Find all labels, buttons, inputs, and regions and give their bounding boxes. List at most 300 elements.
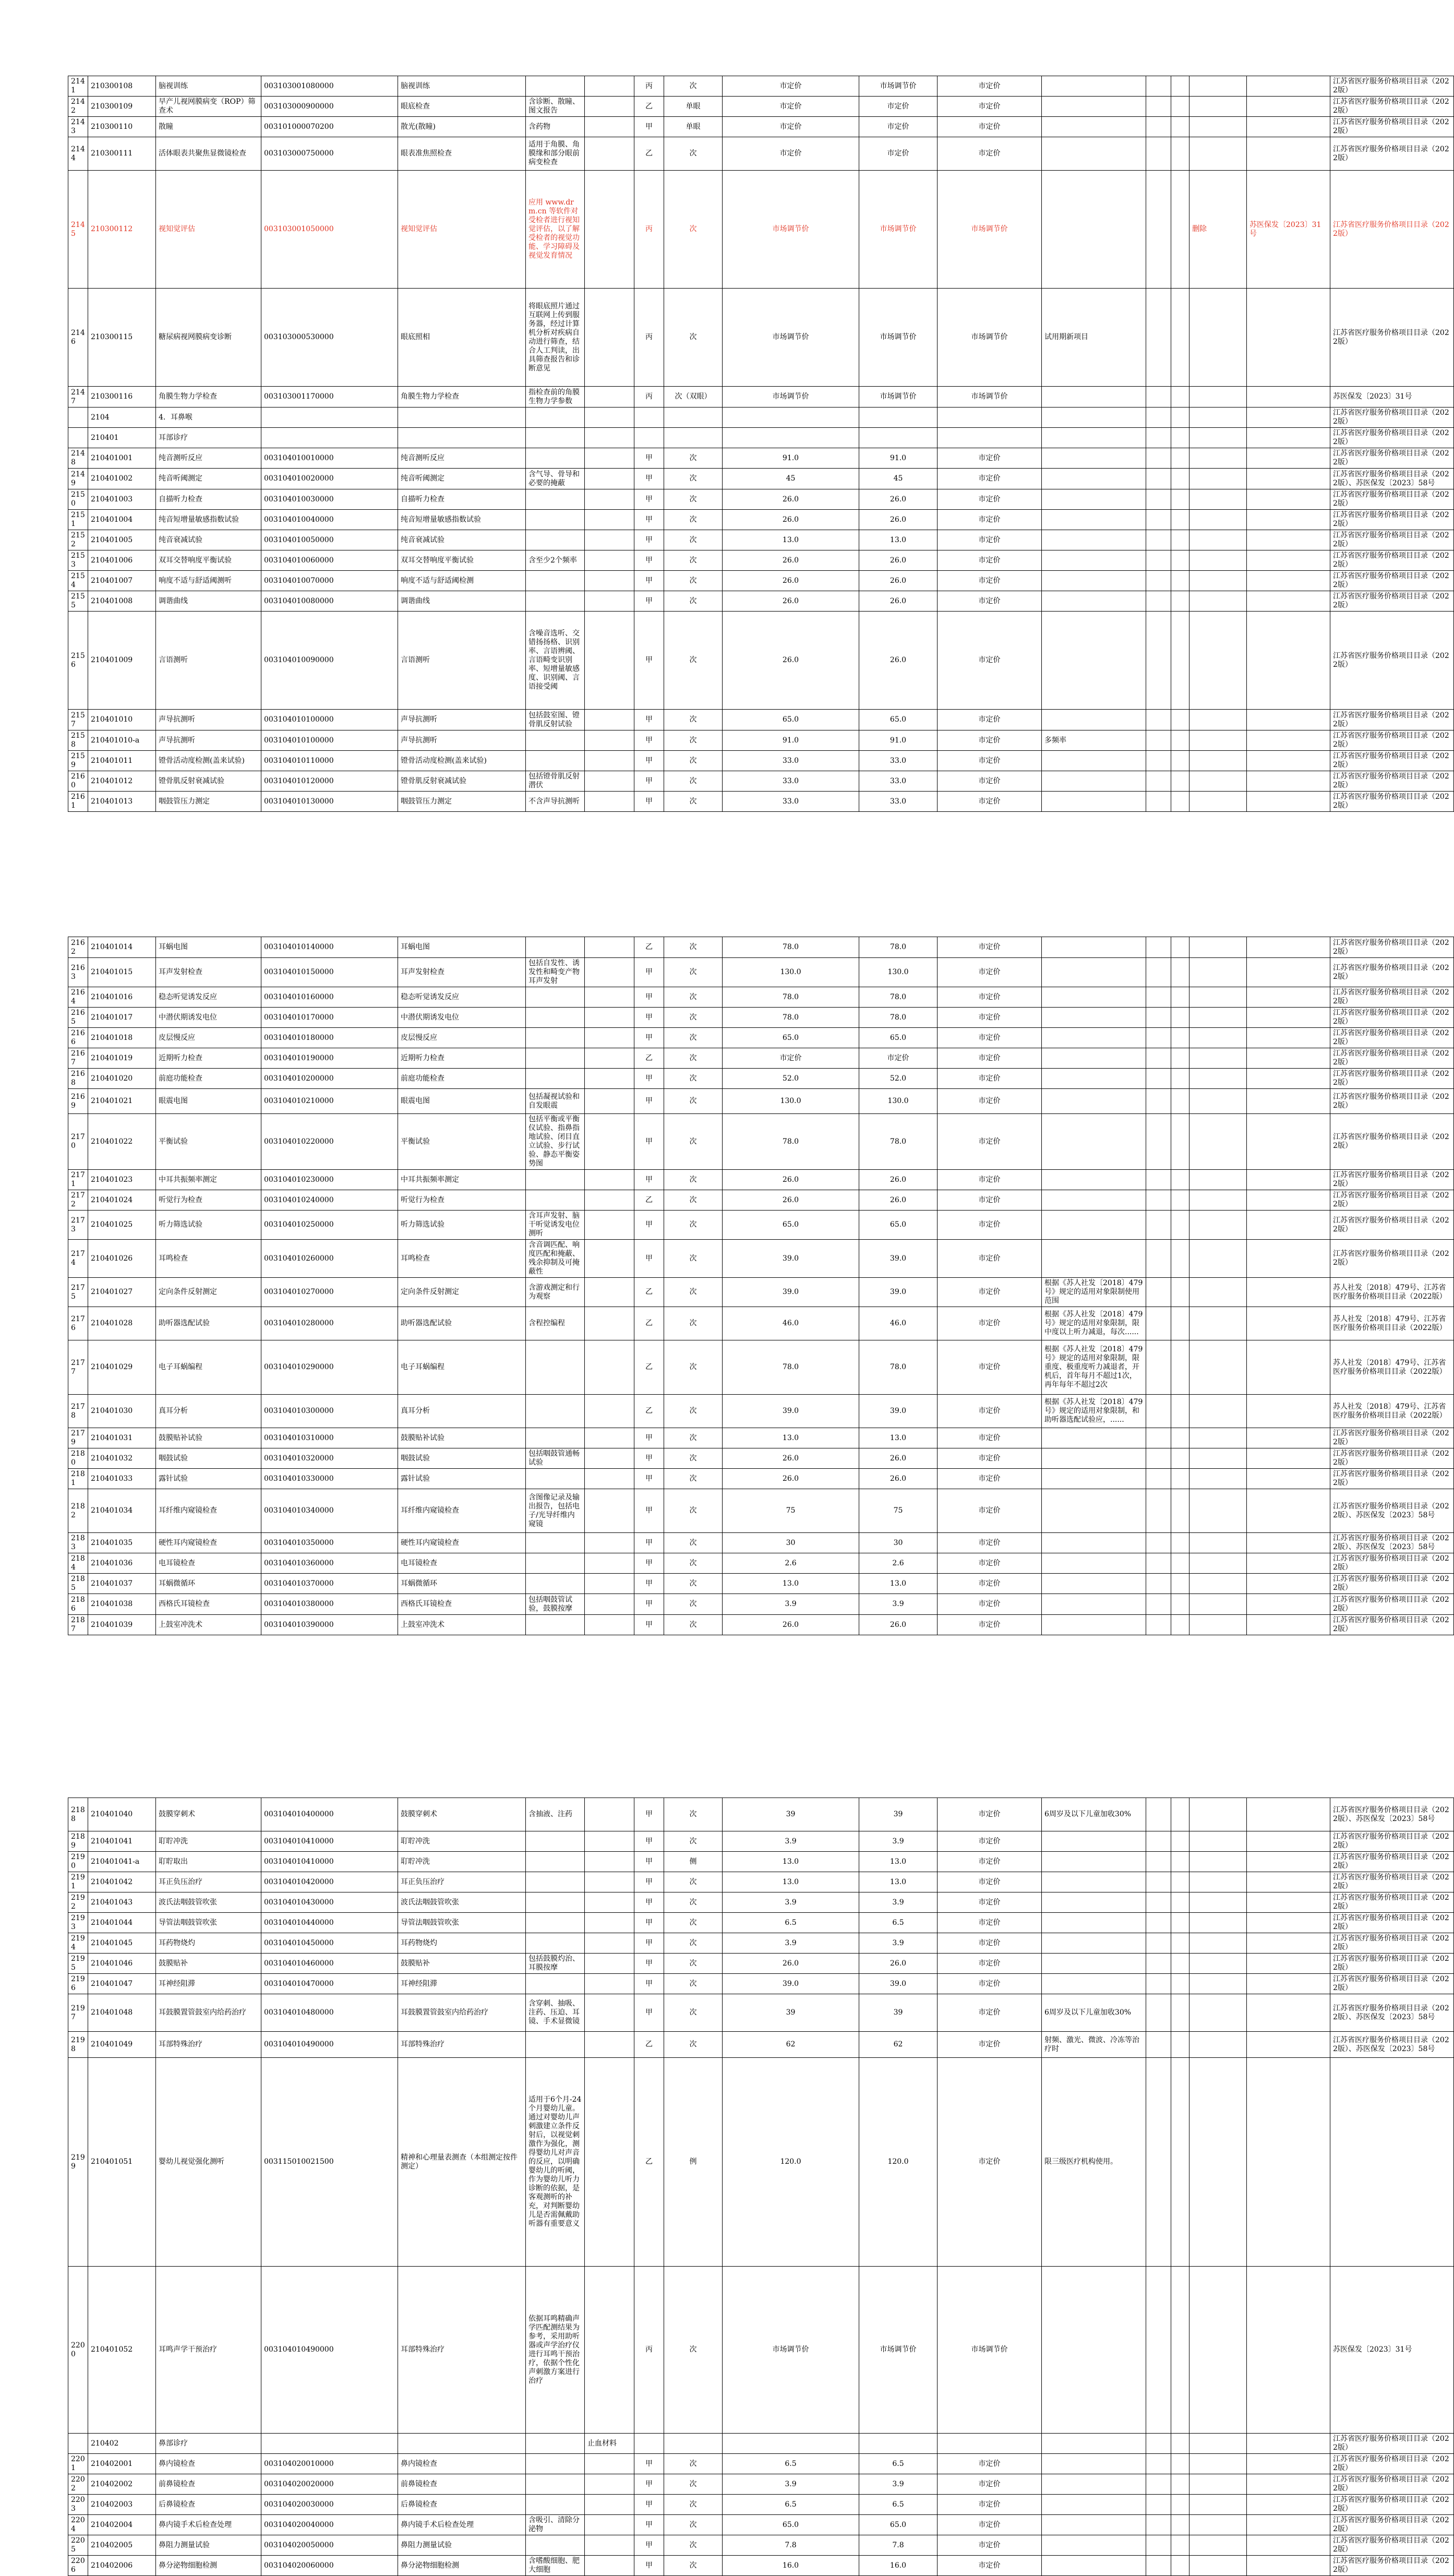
cell-col-b — [1171, 1028, 1189, 1048]
cell-unit: 次 — [664, 2556, 723, 2576]
cell-source: 江苏省医疗服务价格项目目录（2022版） — [1330, 1069, 1454, 1089]
cell-remark — [1042, 1872, 1146, 1892]
cell-col-b — [1171, 2434, 1189, 2454]
cell-col-d — [1247, 1533, 1330, 1553]
cell-insurance-category: 甲 — [634, 1114, 664, 1170]
cell-col-d — [1247, 1913, 1330, 1933]
cell-excluded-content — [585, 1069, 634, 1089]
cell-item-name: 活体眼表共聚焦显微镜检查 — [156, 137, 261, 171]
cell-unit: 次 — [664, 289, 723, 387]
cell-col-c — [1189, 1028, 1247, 1048]
cell-col-d — [1247, 1278, 1330, 1307]
cell-col-b — [1171, 1594, 1189, 1615]
cell-row-number: 2176 — [68, 1307, 88, 1340]
cell-item-code: 210402002 — [88, 2474, 156, 2495]
cell-col-a — [1146, 1798, 1171, 1831]
cell-price-tier-2: 3.9 — [859, 2474, 938, 2495]
cell-col-b — [1171, 710, 1189, 730]
cell-insurance-category: 甲 — [634, 771, 664, 792]
cell-item-content — [526, 1469, 585, 1489]
cell-col-c — [1189, 987, 1247, 1008]
cell-col-a — [1146, 1469, 1171, 1489]
cell-col-c — [1189, 1240, 1247, 1278]
cell-col-c — [1189, 1008, 1247, 1028]
cell-source — [1330, 2058, 1454, 2267]
cell-remark — [1042, 1428, 1146, 1448]
table-row — [68, 530, 1454, 550]
cell-price-tier-1: 6.5 — [723, 2495, 859, 2515]
cell-col-d — [1247, 937, 1330, 958]
cell-col-d — [1247, 289, 1330, 387]
cell-excluded-content — [585, 97, 634, 117]
table-row — [68, 1574, 1454, 1594]
cell-unit: 次 — [664, 530, 723, 550]
cell-col-b — [1171, 1190, 1189, 1211]
table-row — [68, 571, 1454, 591]
table-row — [68, 1069, 1454, 1089]
cell-national-code: 003104010150000 — [261, 958, 398, 987]
cell-excluded-content — [585, 2515, 634, 2535]
cell-price-tier-2: 26.0 — [859, 1615, 938, 1635]
cell-item-name: 后鼻镜检查 — [156, 2495, 261, 2515]
table-row — [68, 1615, 1454, 1635]
cell-national-name: 鼻分泌物细胞检测 — [398, 2556, 526, 2576]
cell-national-name: 耳鸣检查 — [398, 1240, 526, 1278]
cell-unit: 次 — [664, 1798, 723, 1831]
cell-item-code: 210401028 — [88, 1307, 156, 1340]
price-table — [68, 937, 1454, 1635]
cell-national-code: 003104010060000 — [261, 550, 398, 571]
cell-price-tier-3: 市定价 — [938, 571, 1042, 591]
cell-price-tier-1: 市场调节价 — [723, 171, 859, 289]
cell-remark — [1042, 1089, 1146, 1114]
cell-price-tier-3: 市定价 — [938, 1831, 1042, 1852]
cell-source: 江苏省医疗服务价格项目目录（2022版） — [1330, 1615, 1454, 1635]
cell-source: 江苏省医疗服务价格项目目录（2022版） — [1330, 76, 1454, 97]
cell-national-code: 003104010130000 — [261, 792, 398, 812]
cell-item-content — [526, 76, 585, 97]
table-row — [68, 448, 1454, 469]
table-row — [68, 510, 1454, 530]
cell-col-d — [1247, 137, 1330, 171]
cell-insurance-category: 乙 — [634, 1190, 664, 1211]
cell-price-tier-3: 市定价 — [938, 730, 1042, 751]
cell-col-c — [1189, 1211, 1247, 1240]
cell-price-tier-2: 3.9 — [859, 1892, 938, 1913]
table-row — [68, 1913, 1454, 1933]
cell-row-number: 2200 — [68, 2267, 88, 2434]
cell-col-b — [1171, 289, 1189, 387]
cell-item-content — [526, 1008, 585, 1028]
cell-col-c — [1189, 1553, 1247, 1574]
cell-insurance-category: 甲 — [634, 1489, 664, 1533]
cell-col-a — [1146, 2474, 1171, 2495]
cell-item-code: 210401021 — [88, 1089, 156, 1114]
cell-price-tier-1: 39.0 — [723, 1395, 859, 1428]
cell-col-d — [1247, 751, 1330, 771]
cell-item-code: 210401034 — [88, 1489, 156, 1533]
cell-item-code: 210402006 — [88, 2556, 156, 2576]
cell-col-b — [1171, 448, 1189, 469]
cell-price-tier-3: 市定价 — [938, 1089, 1042, 1114]
cell-national-code: 003104010390000 — [261, 1615, 398, 1635]
cell-source: 江苏省医疗服务价格项目目录（2022版） — [1330, 1089, 1454, 1114]
cell-price-tier-2: 78.0 — [859, 937, 938, 958]
cell-item-code: 2104 — [88, 408, 156, 428]
cell-price-tier-1: 市定价 — [723, 97, 859, 117]
cell-remark — [1042, 2267, 1146, 2434]
cell-col-b — [1171, 937, 1189, 958]
cell-price-tier-2: 13.0 — [859, 1428, 938, 1448]
cell-excluded-content — [585, 1533, 634, 1553]
cell-source: 江苏省医疗服务价格项目目录（2022版） — [1330, 937, 1454, 958]
cell-remark — [1042, 1114, 1146, 1170]
cell-col-c — [1189, 117, 1247, 137]
cell-excluded-content — [585, 1553, 634, 1574]
cell-item-code: 210401008 — [88, 591, 156, 612]
cell-item-name: 纯音听阈测定 — [156, 469, 261, 489]
cell-item-name: 上鼓室冲洗术 — [156, 1615, 261, 1635]
cell-item-content: 含药物 — [526, 117, 585, 137]
cell-row-number: 2171 — [68, 1170, 88, 1190]
cell-col-a — [1146, 730, 1171, 751]
cell-national-name: 精神和心理量表测查（本组测定按件测定） — [398, 2058, 526, 2267]
cell-item-name: 鼻阻力测量试验 — [156, 2535, 261, 2556]
cell-col-b — [1171, 1974, 1189, 1994]
cell-item-content: 包括鼓室图、镫骨肌反射试验 — [526, 710, 585, 730]
cell-unit: 次 — [664, 2267, 723, 2434]
table-row — [68, 171, 1454, 289]
cell-row-number: 2149 — [68, 469, 88, 489]
cell-item-name: 皮层慢反应 — [156, 1028, 261, 1048]
cell-source: 江苏省医疗服务价格项目目录（2022版） — [1330, 448, 1454, 469]
cell-col-d — [1247, 1872, 1330, 1892]
cell-item-code: 210300116 — [88, 387, 156, 408]
cell-item-code: 210401022 — [88, 1114, 156, 1170]
cell-col-b — [1171, 612, 1189, 710]
cell-row-number: 2162 — [68, 937, 88, 958]
cell-row-number: 2168 — [68, 1069, 88, 1089]
cell-col-b — [1171, 171, 1189, 289]
cell-price-tier-2: 26.0 — [859, 591, 938, 612]
cell-price-tier-3: 市定价 — [938, 1278, 1042, 1307]
cell-price-tier-3: 市定价 — [938, 1395, 1042, 1428]
cell-national-name: 响度不适与舒适阈检测 — [398, 571, 526, 591]
cell-item-name: 耳蜗微循环 — [156, 1574, 261, 1594]
cell-row-number: 2185 — [68, 1574, 88, 1594]
cell-col-b — [1171, 530, 1189, 550]
cell-item-name: 鼓膜穿刺术 — [156, 1798, 261, 1831]
cell-national-code: 003104010090000 — [261, 612, 398, 710]
cell-national-code: 003103001050000 — [261, 171, 398, 289]
cell-item-code: 210401037 — [88, 1574, 156, 1594]
cell-col-c — [1189, 1489, 1247, 1533]
cell-price-tier-3: 市定价 — [938, 117, 1042, 137]
cell-col-b — [1171, 489, 1189, 510]
cell-col-b — [1171, 1240, 1189, 1278]
cell-col-b — [1171, 987, 1189, 1008]
cell-item-content — [526, 2495, 585, 2515]
cell-col-c — [1189, 2474, 1247, 2495]
cell-col-b — [1171, 1533, 1189, 1553]
cell-national-code: 003104010100000 — [261, 730, 398, 751]
cell-source: 江苏省医疗服务价格项目目录（2022版） — [1330, 1852, 1454, 1872]
cell-item-code: 210401033 — [88, 1469, 156, 1489]
cell-source: 江苏省医疗服务价格项目目录（2022版） — [1330, 1448, 1454, 1469]
cell-item-name: 镫骨活动度检测(盖来试验) — [156, 751, 261, 771]
cell-item-code: 210401039 — [88, 1615, 156, 1635]
cell-price-tier-1: 26.0 — [723, 1448, 859, 1469]
cell-item-content — [526, 1913, 585, 1933]
cell-price-tier-3: 市定价 — [938, 530, 1042, 550]
cell-national-code: 003104010480000 — [261, 1994, 398, 2032]
cell-unit: 次 — [664, 1892, 723, 1913]
cell-col-b — [1171, 730, 1189, 751]
cell-row-number: 2182 — [68, 1489, 88, 1533]
cell-item-name: 露针试验 — [156, 1469, 261, 1489]
cell-national-name: 助听器选配试验 — [398, 1307, 526, 1340]
cell-col-b — [1171, 1831, 1189, 1852]
cell-item-content: 含耳声发射、脑干听觉诱发电位测听 — [526, 1211, 585, 1240]
cell-item-code: 210401044 — [88, 1913, 156, 1933]
cell-price-tier-1 — [723, 2434, 859, 2454]
cell-excluded-content — [585, 1913, 634, 1933]
cell-col-d — [1247, 1553, 1330, 1574]
cell-unit: 次 — [664, 469, 723, 489]
cell-national-code: 003104010050000 — [261, 530, 398, 550]
cell-remark — [1042, 1553, 1146, 1574]
cell-col-d — [1247, 1008, 1330, 1028]
cell-item-content: 指检查前的角膜生物力学参数 — [526, 387, 585, 408]
table-row — [68, 1211, 1454, 1240]
cell-excluded-content — [585, 2535, 634, 2556]
cell-national-name: 耳鼓膜置管鼓室内给药治疗 — [398, 1994, 526, 2032]
cell-national-code: 003104010230000 — [261, 1170, 398, 1190]
cell-unit — [664, 408, 723, 428]
cell-item-code: 210300108 — [88, 76, 156, 97]
cell-unit: 次 — [664, 1913, 723, 1933]
cell-national-name: 鼻内镜检查 — [398, 2454, 526, 2474]
cell-row-number: 2165 — [68, 1008, 88, 1028]
cell-price-tier-3: 市定价 — [938, 1994, 1042, 2032]
cell-col-a — [1146, 2058, 1171, 2267]
cell-insurance-category: 甲 — [634, 2454, 664, 2474]
cell-col-b — [1171, 958, 1189, 987]
cell-row-number: 2151 — [68, 510, 88, 530]
cell-item-content — [526, 1974, 585, 1994]
cell-source: 江苏省医疗服务价格项目目录（2022版） — [1330, 771, 1454, 792]
cell-source: 江苏省医疗服务价格项目目录（2022版） — [1330, 289, 1454, 387]
cell-excluded-content — [585, 1395, 634, 1428]
cell-price-tier-1: 39 — [723, 1994, 859, 2032]
cell-col-a — [1146, 1852, 1171, 1872]
cell-unit: 次 — [664, 792, 723, 812]
cell-row-number: 2163 — [68, 958, 88, 987]
cell-source: 江苏省医疗服务价格项目目录（2022版）、苏医保发〔2023〕58号 — [1330, 1994, 1454, 2032]
cell-source: 苏医保发〔2023〕31号 — [1330, 387, 1454, 408]
cell-remark: 试用期新项目 — [1042, 289, 1146, 387]
cell-item-code: 210401004 — [88, 510, 156, 530]
cell-col-a — [1146, 550, 1171, 571]
cell-item-code: 210401024 — [88, 1190, 156, 1211]
cell-insurance-category: 甲 — [634, 1008, 664, 1028]
cell-row-number: 2195 — [68, 1954, 88, 1974]
cell-national-code: 003104020050000 — [261, 2535, 398, 2556]
table-row — [68, 1872, 1454, 1892]
cell-item-code: 210401025 — [88, 1211, 156, 1240]
cell-unit: 单眼 — [664, 97, 723, 117]
cell-national-name: 鼓膜穿刺术 — [398, 1798, 526, 1831]
table-row — [68, 792, 1454, 812]
cell-item-content — [526, 2535, 585, 2556]
cell-national-code: 003104010040000 — [261, 510, 398, 530]
cell-price-tier-2: 市定价 — [859, 97, 938, 117]
cell-col-d — [1247, 1489, 1330, 1533]
cell-col-c — [1189, 2495, 1247, 2515]
cell-price-tier-2: 26.0 — [859, 510, 938, 530]
cell-item-name: 鼻部诊疗 — [156, 2434, 261, 2454]
cell-col-a — [1146, 710, 1171, 730]
cell-price-tier-2: 26.0 — [859, 1448, 938, 1469]
cell-col-d: 苏医保发〔2023〕31号 — [1247, 171, 1330, 289]
cell-col-c — [1189, 2556, 1247, 2576]
cell-col-d — [1247, 1448, 1330, 1469]
cell-col-a — [1146, 1069, 1171, 1089]
cell-unit: 次 — [664, 591, 723, 612]
cell-col-d — [1247, 710, 1330, 730]
cell-national-name: 眼表准焦照检查 — [398, 137, 526, 171]
cell-col-c — [1189, 1170, 1247, 1190]
cell-col-a — [1146, 2535, 1171, 2556]
cell-national-name: 定向条件反射测定 — [398, 1278, 526, 1307]
cell-price-tier-2: 6.5 — [859, 2495, 938, 2515]
cell-col-c — [1189, 1974, 1247, 1994]
cell-col-c — [1189, 591, 1247, 612]
cell-insurance-category: 乙 — [634, 1340, 664, 1395]
cell-col-c — [1189, 1089, 1247, 1114]
cell-item-name: 耵聍冲洗 — [156, 1831, 261, 1852]
cell-row-number: 2178 — [68, 1395, 88, 1428]
cell-remark — [1042, 489, 1146, 510]
cell-source: 江苏省医疗服务价格项目目录（2022版） — [1330, 550, 1454, 571]
cell-col-a — [1146, 987, 1171, 1008]
cell-national-code: 003104010420000 — [261, 1872, 398, 1892]
cell-price-tier-2: 2.6 — [859, 1553, 938, 1574]
cell-price-tier-2: 78.0 — [859, 1340, 938, 1395]
cell-national-name: 真耳分析 — [398, 1395, 526, 1428]
cell-national-code — [261, 428, 398, 448]
cell-price-tier-3: 市定价 — [938, 1069, 1042, 1089]
cell-unit: 次 — [664, 1831, 723, 1852]
cell-price-tier-3: 市定价 — [938, 1533, 1042, 1553]
cell-item-name: 耳部诊疗 — [156, 428, 261, 448]
cell-col-b — [1171, 1211, 1189, 1240]
cell-national-name: 硬性耳内窥镜检查 — [398, 1533, 526, 1553]
cell-item-code: 210401009 — [88, 612, 156, 710]
cell-remark — [1042, 2535, 1146, 2556]
cell-remark — [1042, 97, 1146, 117]
cell-source: 江苏省医疗服务价格项目目录（2022版） — [1330, 1170, 1454, 1190]
cell-item-name: 波氏法咽鼓管吹张 — [156, 1892, 261, 1913]
cell-national-name: 鼻内镜手术后检查处理 — [398, 2515, 526, 2535]
cell-item-code: 210401005 — [88, 530, 156, 550]
cell-item-content — [526, 408, 585, 428]
cell-item-name: 耳纤维内窥镜检查 — [156, 1489, 261, 1533]
cell-item-name: 前鼻镜检查 — [156, 2474, 261, 2495]
cell-item-content — [526, 1395, 585, 1428]
cell-col-b — [1171, 1954, 1189, 1974]
cell-unit: 次 — [664, 1307, 723, 1340]
cell-price-tier-3: 市定价 — [938, 2474, 1042, 2495]
cell-col-d — [1247, 2434, 1330, 2454]
cell-item-code: 210401026 — [88, 1240, 156, 1278]
cell-excluded-content — [585, 937, 634, 958]
cell-remark — [1042, 1448, 1146, 1469]
cell-col-b — [1171, 1069, 1189, 1089]
cell-item-content: 含气导、骨导和必要的掩蔽 — [526, 469, 585, 489]
cell-excluded-content — [585, 1008, 634, 1028]
cell-item-content: 应用 www.drm.cn 等软件对受检者进行视知觉评估，以了解受检者的视觉功能、学习障碍及视觉发育情况 — [526, 171, 585, 289]
table-row — [68, 489, 1454, 510]
cell-insurance-category: 甲 — [634, 117, 664, 137]
cell-price-tier-3: 市定价 — [938, 792, 1042, 812]
cell-national-code: 003104020060000 — [261, 2556, 398, 2576]
cell-col-a — [1146, 1428, 1171, 1448]
cell-price-tier-1: 26.0 — [723, 591, 859, 612]
cell-item-content — [526, 510, 585, 530]
table-row — [68, 987, 1454, 1008]
cell-price-tier-2: 3.9 — [859, 1933, 938, 1954]
cell-col-c — [1189, 1892, 1247, 1913]
cell-unit: 次 — [664, 1190, 723, 1211]
cell-national-code: 003104010190000 — [261, 1048, 398, 1069]
table-row — [68, 1190, 1454, 1211]
cell-item-code: 210402001 — [88, 2454, 156, 2474]
cell-remark — [1042, 1240, 1146, 1278]
cell-excluded-content — [585, 1852, 634, 1872]
table-row — [68, 1933, 1454, 1954]
cell-national-code: 003104020040000 — [261, 2515, 398, 2535]
cell-remark — [1042, 387, 1146, 408]
cell-price-tier-3: 市定价 — [938, 550, 1042, 571]
cell-row-number: 2156 — [68, 612, 88, 710]
cell-col-d — [1247, 510, 1330, 530]
cell-price-tier-1: 市定价 — [723, 76, 859, 97]
cell-col-a — [1146, 1170, 1171, 1190]
cell-remark — [1042, 1831, 1146, 1852]
cell-price-tier-1: 78.0 — [723, 987, 859, 1008]
cell-national-name: 耳部特殊治疗 — [398, 2267, 526, 2434]
cell-item-content — [526, 1028, 585, 1048]
cell-remark — [1042, 2454, 1146, 2474]
cell-col-c — [1189, 2535, 1247, 2556]
cell-col-a — [1146, 117, 1171, 137]
cell-insurance-category: 甲 — [634, 510, 664, 530]
cell-col-d — [1247, 387, 1330, 408]
cell-item-name: 婴幼儿视觉强化测听 — [156, 2058, 261, 2267]
cell-excluded-content — [585, 591, 634, 612]
cell-national-name: 眼底检查 — [398, 97, 526, 117]
cell-price-tier-3: 市定价 — [938, 97, 1042, 117]
cell-item-name: 耳鸣声学干预治疗 — [156, 2267, 261, 2434]
cell-row-number: 2205 — [68, 2535, 88, 2556]
cell-col-b — [1171, 1933, 1189, 1954]
cell-col-b — [1171, 1913, 1189, 1933]
cell-price-tier-1: 26.0 — [723, 1469, 859, 1489]
cell-row-number: 2143 — [68, 117, 88, 137]
cell-price-tier-1: 市定价 — [723, 117, 859, 137]
cell-price-tier-3: 市定价 — [938, 1954, 1042, 1974]
